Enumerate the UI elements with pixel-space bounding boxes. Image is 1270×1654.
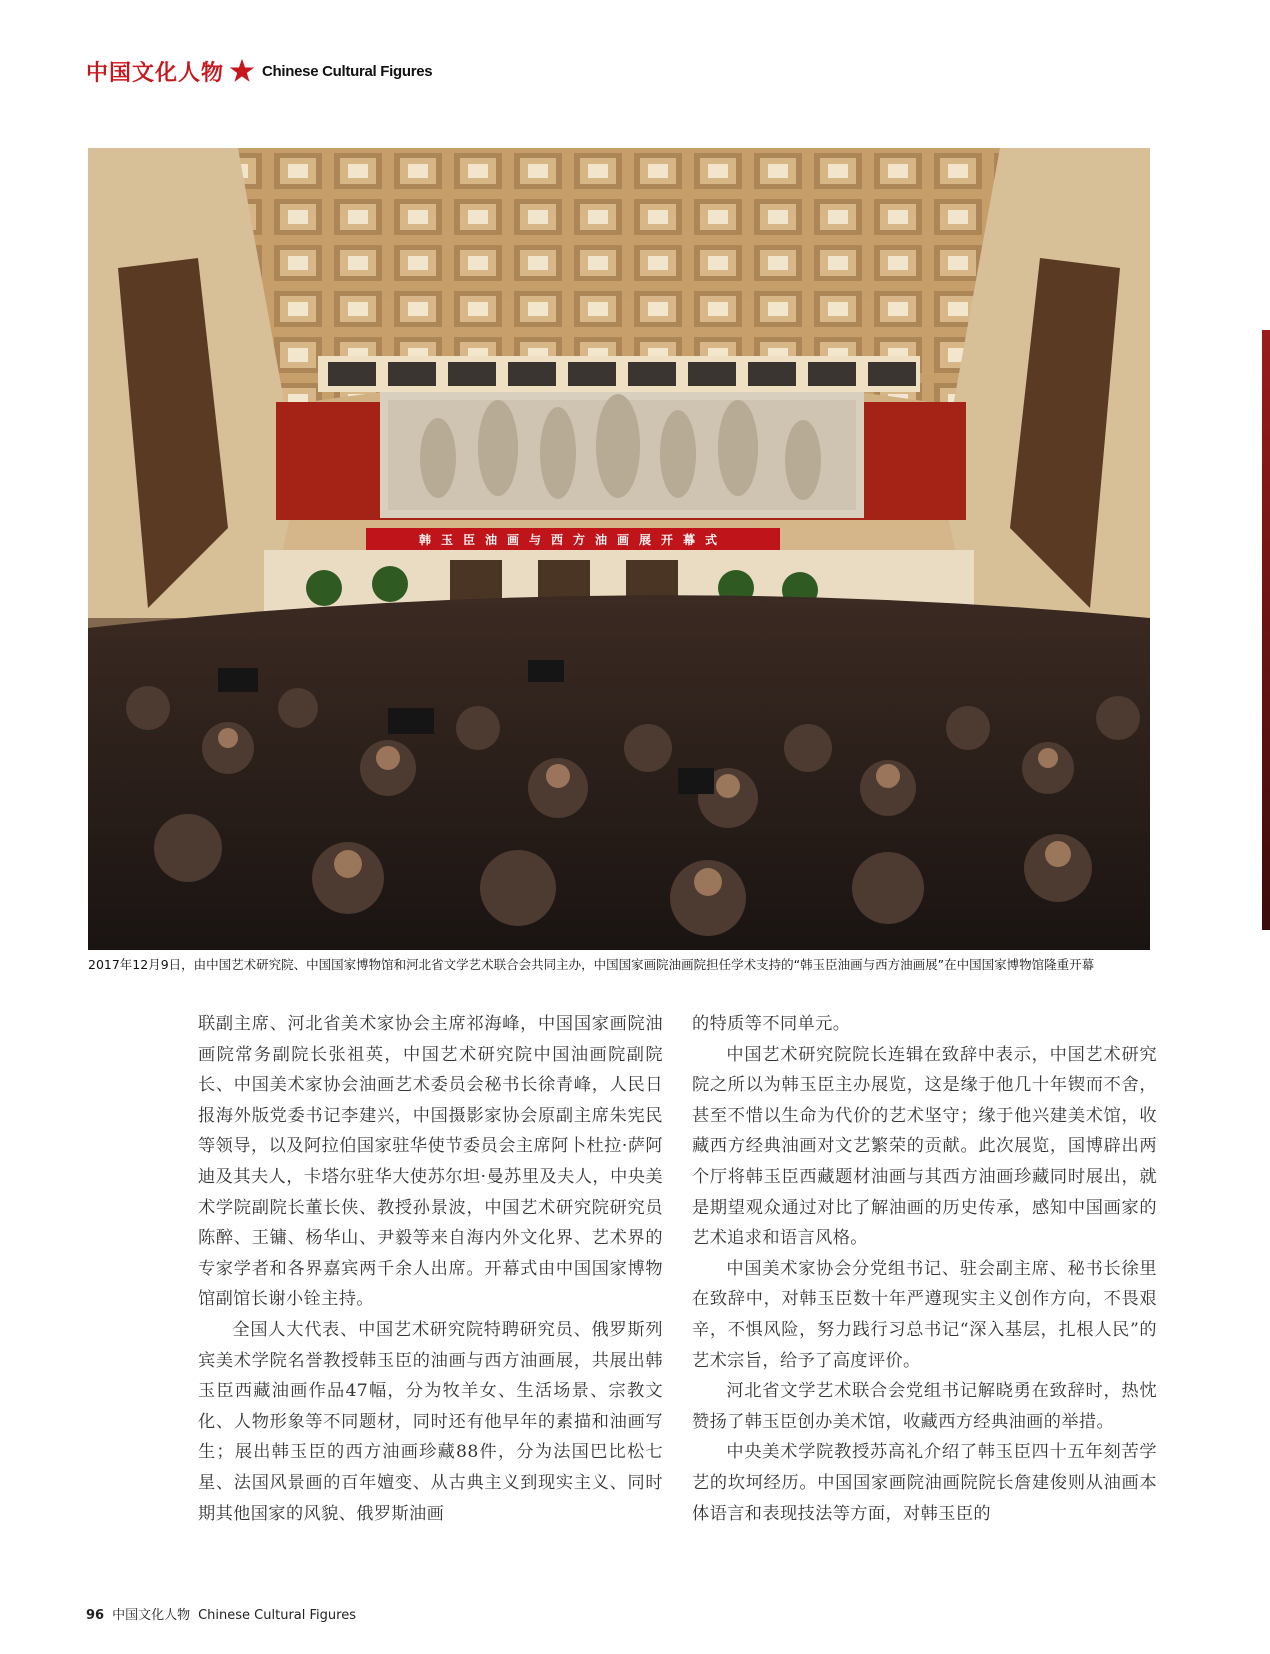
paragraph: 中央美术学院教授苏高礼介绍了韩玉臣四十五年刻苦学艺的坎坷经历。中国国家画院油画院院长詹建俊则从油画本体语言和表现技法等方面，对韩玉臣的 xyxy=(692,1442,1157,1524)
article-column-right xyxy=(692,1009,1157,1529)
paragraph: 的特质等不同单元。 xyxy=(692,1014,851,1034)
adjacent-page-edge xyxy=(1262,330,1270,930)
photo-caption: 2017年12月9日，由中国艺术研究院、中国国家博物馆和河北省文学艺术联合会共同主办，中国国家画院油画院担任学术支持的“韩玉臣油画与西方油画展”在中国国家博物馆隆重开幕 xyxy=(88,957,1095,972)
magazine-title-cn: 中国文化人物 xyxy=(86,59,225,86)
magazine-title-en: Chinese Cultural Figures xyxy=(262,62,433,80)
footer-magazine-cn: 中国文化人物 xyxy=(112,1608,191,1623)
paragraph: 中国艺术研究院院长连辑在致辞中表示，中国艺术研究院之所以为韩玉臣主办展览，这是缘于他几十年锲而不舍，甚至不惜以生命为代价的艺术坚守；缘于他兴建美术馆，收藏西方经典油画对文艺繁荣的贡献。此次展览，国博辟出两个厅将韩玉臣西藏题材油画与其西方油画珍藏同时展出，就是期望观众通过对比了解油画的历史传承，感知中国画家的艺术追求和语言风格。 xyxy=(692,1044,1157,1249)
paragraph: 联副主席、河北省美术家协会主席祁海峰，中国国家画院油画院常务副院长张祖英，中国艺术研究院中国油画院副院长、中国美术家协会油画艺术委员会秘书长徐青峰，人民日报海外版党委书记李建兴，中国摄影家协会原副主席朱宪民等领导，以及阿拉伯国家驻华使节委员会主席阿卜杜拉·萨阿迪及其夫人，卡塔尔驻华大使苏尔坦·曼苏里及夫人，中央美术学院副院长董长侠、教授孙景波，中国艺术研究院研究员陈醉、王镛、杨华山、尹毅等来自海内外文化界、艺术界的专家学者和各界嘉宾两千余人出席。开幕式由中国国家博物馆副馆长谢小铨主持。 xyxy=(198,1014,663,1310)
photo-banner-text: 韩玉臣油画与西方油画展开幕式 xyxy=(418,533,728,547)
exhibition-hall-photo xyxy=(88,148,1150,950)
page-header xyxy=(86,56,432,86)
footer-magazine-en: Chinese Cultural Figures xyxy=(198,1608,356,1623)
article-column-left xyxy=(198,1009,663,1529)
page-number: 96 xyxy=(86,1608,105,1623)
paragraph: 全国人大代表、中国艺术研究院特聘研究员、俄罗斯列宾美术学院名誉教授韩玉臣的油画与西方油画展，共展出韩玉臣西藏油画作品47幅，分为牧羊女、生活场景、宗教文化、人物形象等不同题材，同时还有他早年的素描和油画写生；展出韩玉臣的西方油画珍藏88件，分为法国巴比松七星、法国风景画的百年嬗变、从古典主义到现实主义、同时期其他国家的风貌、俄罗斯油画 xyxy=(198,1319,663,1524)
paragraph: 中国美术家协会分党组书记、驻会副主席、秘书长徐里在致辞中，对韩玉臣数十年严遵现实主义创作方向，不畏艰辛，不惧风险，努力践行习总书记“深入基层，扎根人民”的艺术宗旨，给予了高度评价。 xyxy=(692,1258,1157,1371)
page-footer xyxy=(86,1604,356,1623)
red-star-icon xyxy=(228,57,256,85)
paragraph: 河北省文学艺术联合会党组书记解晓勇在致辞时，热忱赞扬了韩玉臣创办美术馆，收藏西方经典油画的举措。 xyxy=(692,1381,1157,1432)
